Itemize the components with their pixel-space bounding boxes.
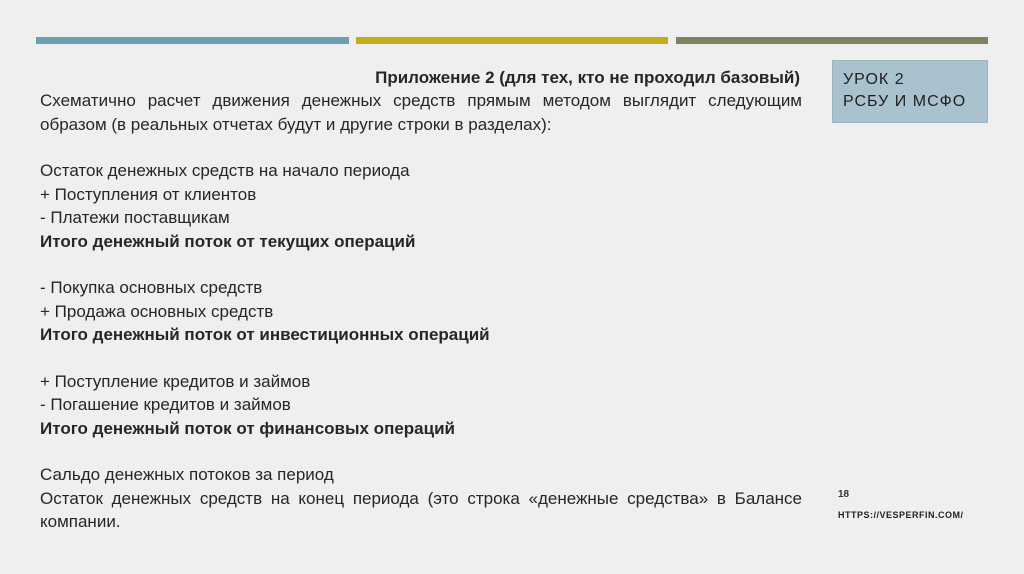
closing-section: [40, 463, 802, 534]
investing-total: Итого денежный поток от инвестиционных операций: [40, 325, 490, 344]
investing-line-1: - Покупка основных средств: [40, 278, 263, 297]
financing-total: Итого денежный поток от финансовых операций: [40, 418, 455, 438]
financing-line-2: - Погашение кредитов и займов: [40, 395, 291, 414]
financing-line-1: + Поступление кредитов и займов: [40, 371, 311, 391]
operating-line-2: - Платежи поставщикам: [40, 208, 230, 227]
financing-section: [40, 370, 802, 441]
investing-section: [40, 276, 802, 347]
investing-line-2: + Продажа основных средств: [40, 301, 274, 321]
page-number: 18: [838, 489, 850, 500]
opening-balance-line: Остаток денежных средств на начало периода: [40, 161, 410, 180]
lesson-badge-line-2: РСБУ И МСФО: [843, 93, 967, 110]
website-link[interactable]: HTTPS://VESPERFIN.COM/: [838, 510, 964, 520]
header-bar-yellow: [356, 37, 668, 44]
slide-title: Приложение 2 (для тех, кто не проходил базовый): [375, 68, 800, 87]
cash-flow-balance-line: Сальдо денежных потоков за период: [40, 465, 334, 484]
lesson-badge: [832, 60, 988, 123]
header-bar-blue: [36, 37, 349, 44]
operating-total: Итого денежный поток от текущих операций: [40, 231, 416, 251]
header-bar-green: [676, 37, 988, 44]
operating-line-1: + Поступления от клиентов: [40, 184, 257, 204]
slide-content: [40, 66, 802, 534]
lesson-badge-line-1: УРОК 2: [843, 71, 905, 88]
ending-balance-line: Остаток денежных средств на конец периода (это строка «денежные средства» в Балансе компании.: [40, 488, 802, 531]
operating-section: [40, 159, 802, 253]
intro-text: Схематично расчет движения денежных средств прямым методом выглядит следующим образом (в реальных отчетах будут и другие строки в разделах):: [40, 91, 802, 134]
